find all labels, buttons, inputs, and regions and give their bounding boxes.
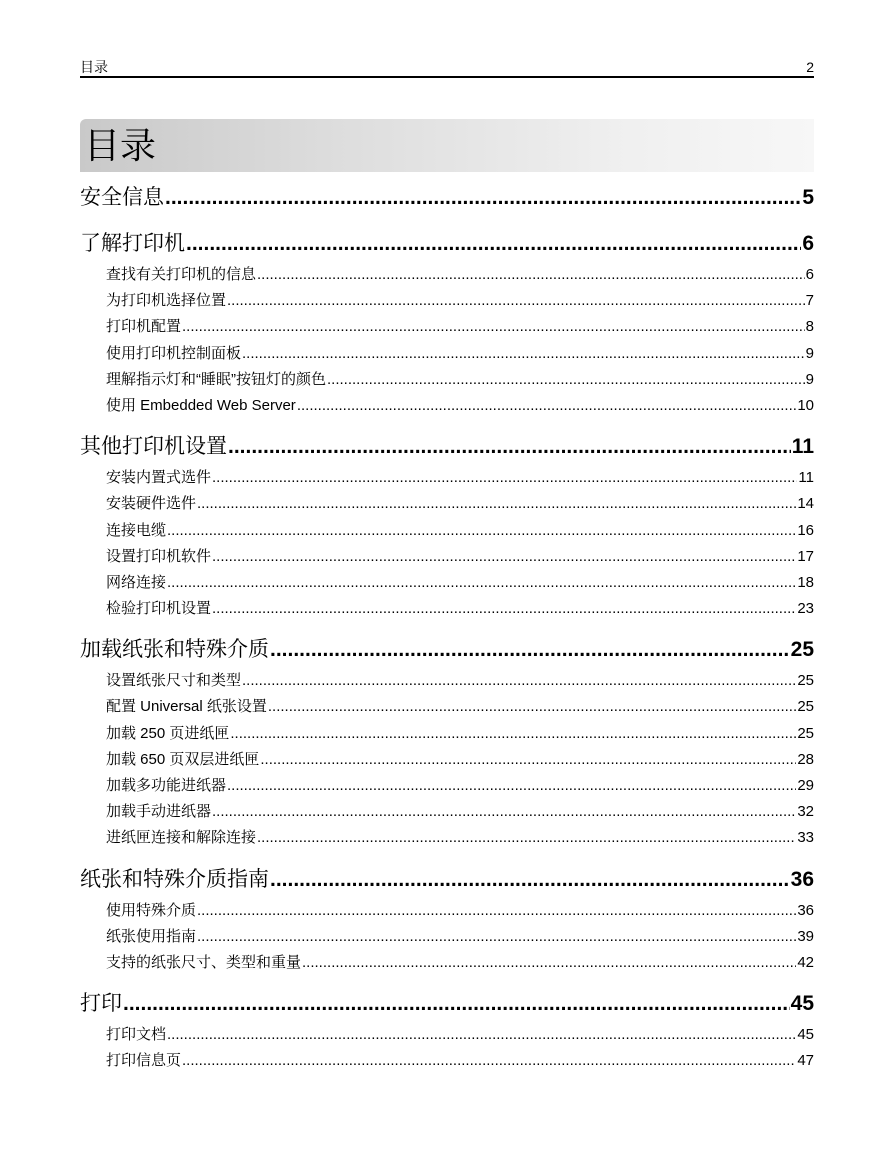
toc-subentry[interactable] xyxy=(80,825,814,851)
dot-leader xyxy=(270,862,790,898)
toc-entry-page: 5 xyxy=(802,186,814,209)
toc-entry-title: 查找有关打印机的信息 xyxy=(106,266,257,283)
toc-entry-page: 42 xyxy=(797,953,814,971)
dot-leader xyxy=(297,393,797,419)
toc-entry-title: 使用打印机控制面板 xyxy=(106,344,242,362)
toc-chapter-entry[interactable] xyxy=(80,986,814,1022)
toc-entry-title: 纸张使用指南 xyxy=(106,927,197,945)
toc-chapter-entry[interactable] xyxy=(80,862,814,898)
page-title: 目录 xyxy=(84,125,157,166)
toc-entry-page: 14 xyxy=(797,495,814,513)
dot-leader xyxy=(257,262,805,288)
toc-entry-title: 进纸匣连接和解除连接 xyxy=(106,829,257,847)
header-section-title: 目录 xyxy=(80,59,108,75)
toc-entry-title: 纸张和特殊介质指南 xyxy=(80,867,269,891)
toc-entry-title: 设置纸张尺寸和类型 xyxy=(106,672,242,690)
toc-entry-page: 17 xyxy=(797,547,814,565)
dot-leader xyxy=(228,429,791,465)
toc-entry-title: 加载纸张和特殊介质 xyxy=(80,638,269,662)
toc-entry-page: 36 xyxy=(790,867,814,891)
dot-leader xyxy=(327,367,805,393)
toc-entry-page: 11 xyxy=(791,435,814,459)
dot-leader xyxy=(212,799,796,825)
toc-subentry[interactable] xyxy=(80,1048,814,1074)
toc-subentry[interactable] xyxy=(80,367,814,393)
toc-entry-title: 打印机配置 xyxy=(106,318,182,336)
toc-entry-page: 36 xyxy=(797,901,814,919)
toc-subentry[interactable] xyxy=(80,491,814,517)
toc-subentry[interactable] xyxy=(80,570,814,596)
toc-entry-title: 加载 250 页进纸匣 xyxy=(106,724,230,742)
dot-leader xyxy=(197,491,796,517)
toc-subentry[interactable] xyxy=(80,721,814,747)
toc-entry-title: 了解打印机 xyxy=(80,232,185,255)
toc-entry-page: 7 xyxy=(805,292,814,310)
toc-entry-title: 打印信息页 xyxy=(106,1052,182,1070)
toc-section xyxy=(80,180,814,216)
toc-subentry[interactable] xyxy=(80,262,814,288)
toc-section xyxy=(80,862,814,977)
dot-leader xyxy=(212,544,796,570)
dot-leader xyxy=(268,694,796,720)
toc-entry-page: 32 xyxy=(797,803,814,821)
toc-subentry[interactable] xyxy=(80,898,814,924)
toc-entry-page: 11 xyxy=(798,469,814,487)
toc-entry-page: 6 xyxy=(802,232,814,255)
toc-subentry[interactable] xyxy=(80,465,814,491)
toc-entry-title: 使用特殊介质 xyxy=(106,901,197,919)
toc-entry-page: 9 xyxy=(805,344,814,362)
toc-entry-title: 为打印机选择位置 xyxy=(106,292,227,310)
toc-section xyxy=(80,429,814,622)
dot-leader xyxy=(242,341,805,367)
dot-leader xyxy=(227,773,796,799)
toc-entry-page: 25 xyxy=(797,698,814,716)
dot-leader xyxy=(257,825,796,851)
toc-entry-title: 使用 Embedded Web Server xyxy=(106,396,296,414)
toc-subentry[interactable] xyxy=(80,393,814,419)
toc-subentry[interactable] xyxy=(80,1022,814,1048)
dot-leader xyxy=(186,226,801,262)
dot-leader xyxy=(167,518,796,544)
toc-entry-page: 45 xyxy=(797,1026,814,1044)
table-of-contents xyxy=(80,180,814,1085)
dot-leader xyxy=(182,1048,796,1074)
toc-entry-title: 检验打印机设置 xyxy=(106,600,212,618)
toc-subentry[interactable] xyxy=(80,314,814,340)
toc-subentry[interactable] xyxy=(80,747,814,773)
toc-chapter-entry[interactable] xyxy=(80,180,814,216)
toc-entry-title: 设置打印机软件 xyxy=(106,547,212,565)
dot-leader xyxy=(242,668,796,694)
dot-leader xyxy=(167,1022,796,1048)
toc-subentry[interactable] xyxy=(80,596,814,622)
dot-leader xyxy=(182,314,805,340)
toc-entry-page: 8 xyxy=(805,318,814,336)
dot-leader xyxy=(302,950,796,976)
toc-entry-title: 网络连接 xyxy=(106,573,167,591)
toc-entry-title: 安装硬件选件 xyxy=(106,495,197,513)
toc-entry-title: 打印 xyxy=(80,992,122,1016)
dot-leader xyxy=(197,898,796,924)
dot-leader xyxy=(212,596,796,622)
toc-entry-page: 29 xyxy=(797,777,814,794)
toc-subentry[interactable] xyxy=(80,518,814,544)
toc-entry-page: 28 xyxy=(797,750,814,768)
toc-subentry[interactable] xyxy=(80,341,814,367)
toc-chapter-entry[interactable] xyxy=(80,226,814,262)
toc-subentry[interactable] xyxy=(80,950,814,976)
toc-entry-page: 9 xyxy=(805,370,814,388)
toc-section xyxy=(80,632,814,851)
header-page-number: 2 xyxy=(806,59,814,75)
toc-entry-title: 理解指示灯和“睡眠”按钮灯的颜色 xyxy=(106,370,326,388)
toc-entry-page: 18 xyxy=(797,573,814,591)
toc-subentry[interactable] xyxy=(80,668,814,694)
toc-subentry[interactable] xyxy=(80,924,814,950)
toc-subentry[interactable] xyxy=(80,694,814,720)
dot-leader xyxy=(167,570,796,596)
toc-entry-page: 6 xyxy=(805,266,814,283)
toc-entry-page: 33 xyxy=(797,829,814,847)
dot-leader xyxy=(230,721,796,747)
toc-subentry[interactable] xyxy=(80,773,814,799)
toc-entry-title: 加载手动进纸器 xyxy=(106,803,212,821)
dot-leader xyxy=(227,288,805,314)
toc-subentry[interactable] xyxy=(80,799,814,825)
toc-entry-title: 配置 Universal 纸张设置 xyxy=(106,698,267,716)
toc-entry-title: 其他打印机设置 xyxy=(80,435,227,459)
toc-chapter-entry[interactable] xyxy=(80,429,814,465)
dot-leader xyxy=(123,986,790,1022)
toc-section xyxy=(80,226,814,419)
toc-entry-title: 安装内置式选件 xyxy=(106,469,212,487)
toc-entry-page: 39 xyxy=(797,927,814,945)
dot-leader xyxy=(260,747,796,773)
toc-entry-page: 47 xyxy=(797,1052,814,1070)
toc-entry-page: 16 xyxy=(797,521,814,539)
toc-entry-title: 安全信息 xyxy=(80,186,164,209)
page-header xyxy=(80,58,814,78)
dot-leader xyxy=(270,632,790,668)
toc-entry-page: 10 xyxy=(797,396,814,414)
dot-leader xyxy=(165,180,801,216)
toc-chapter-entry[interactable] xyxy=(80,632,814,668)
dot-leader xyxy=(212,465,797,491)
title-band xyxy=(80,119,814,172)
toc-subentry[interactable] xyxy=(80,544,814,570)
toc-entry-page: 23 xyxy=(797,600,814,618)
dot-leader xyxy=(197,924,796,950)
toc-entry-page: 45 xyxy=(790,992,814,1016)
toc-entry-title: 加载多功能进纸器 xyxy=(106,777,227,794)
toc-subentry[interactable] xyxy=(80,288,814,314)
toc-entry-title: 打印文档 xyxy=(106,1026,167,1044)
toc-entry-title: 加载 650 页双层进纸匣 xyxy=(106,750,260,768)
toc-entry-page: 25 xyxy=(790,638,814,662)
toc-entry-page: 25 xyxy=(797,724,814,742)
toc-entry-page: 25 xyxy=(797,672,814,690)
toc-entry-title: 支持的纸张尺寸、类型和重量 xyxy=(106,953,302,971)
toc-entry-title: 连接电缆 xyxy=(106,521,167,539)
toc-section xyxy=(80,986,814,1074)
